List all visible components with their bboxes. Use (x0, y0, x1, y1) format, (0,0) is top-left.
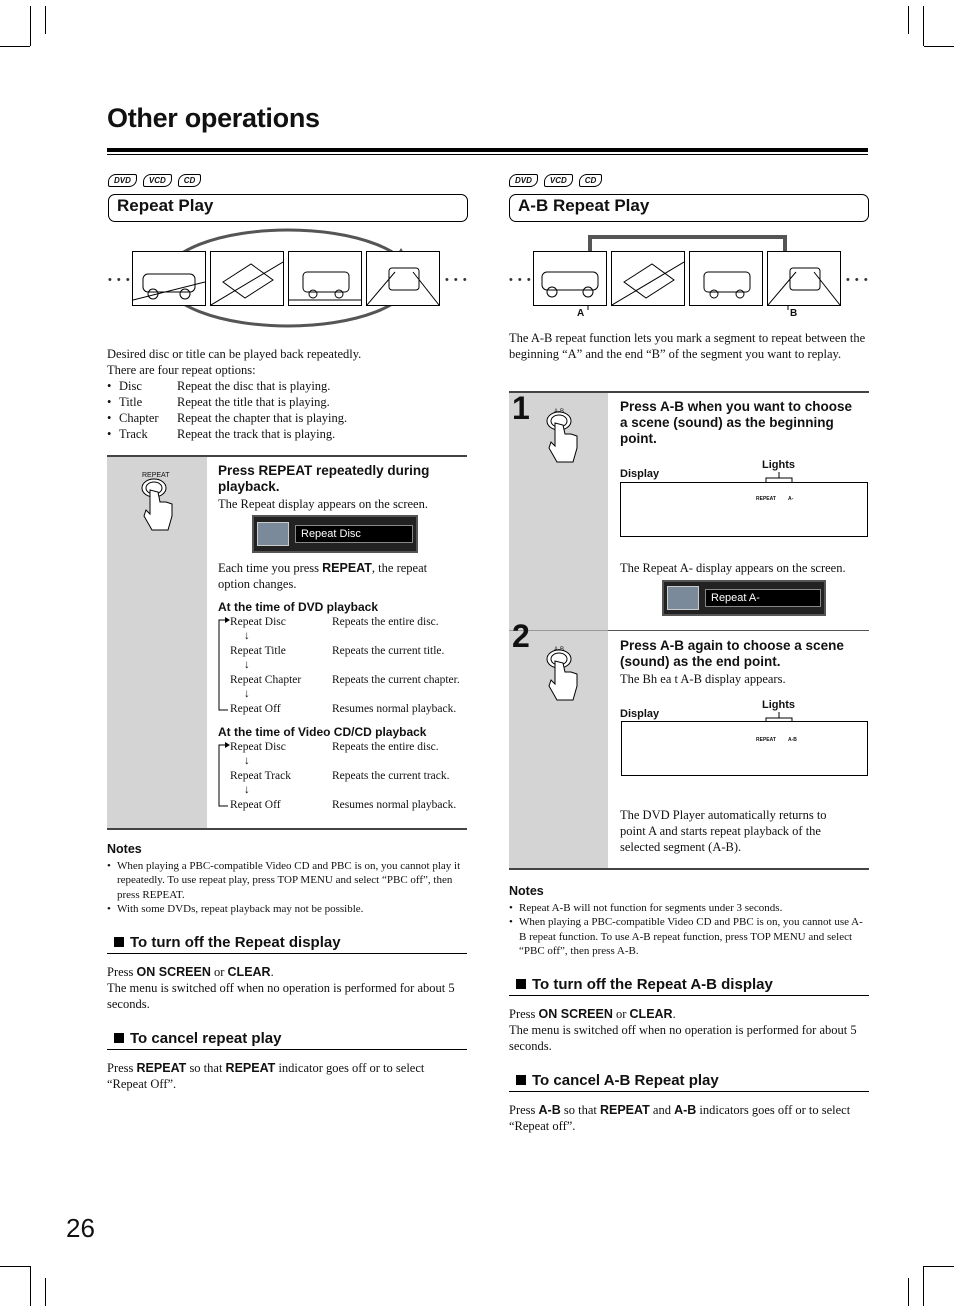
page-number: 26 (66, 1213, 95, 1243)
lights-label: Lights (762, 459, 795, 471)
cycle-key: Repeat Off (230, 703, 281, 715)
hand-press-icon (543, 648, 583, 704)
option-desc: Repeat the title that is playing. (177, 395, 330, 409)
notes-left (107, 842, 467, 917)
cycle-desc: Repeats the current track. (332, 770, 450, 782)
option-key: Disc (119, 379, 142, 393)
crop-mark (908, 6, 909, 34)
scene-frame (366, 251, 440, 306)
osd-repeat-a (662, 580, 826, 616)
step-sub: The Repeat display appears on the screen. (218, 497, 428, 511)
step2-sub: The Bh ea t A-B display appears. (620, 672, 786, 686)
badge-cd: CD (579, 174, 603, 187)
page-title: Other operations (107, 103, 320, 133)
step1-heading: Press A-B when you want to choose a scene (sound) as the beginning point. (620, 399, 853, 446)
crop-mark (0, 46, 30, 47)
option-key: Title (119, 395, 143, 409)
cycle-key: Repeat Track (230, 770, 292, 782)
option-item: • Track Repeat the track that is playing. (107, 427, 336, 441)
cycle-key: Repeat Disc (230, 616, 286, 628)
option-item: • Chapter Repeat the chapter that is playing. (107, 411, 348, 425)
step-heading: Press REPEAT repeatedly during playback. (218, 463, 430, 494)
hand-press-icon (543, 410, 583, 466)
square-bullet-icon (516, 1075, 526, 1085)
crop-mark (908, 1278, 909, 1306)
repeat-intro-2: There are four repeat options: (107, 363, 256, 377)
scene-frame (767, 251, 841, 306)
badge-vcd: VCD (143, 174, 172, 187)
badge-vcd: VCD (544, 174, 573, 187)
repeat-button-label: REPEAT (142, 472, 170, 479)
badge-cd: CD (178, 174, 202, 187)
cycle-key: Repeat Chapter (230, 674, 302, 686)
ellipsis-right: • • • (445, 274, 468, 286)
disc-badges (509, 174, 602, 187)
osd-repeat-disc (252, 515, 418, 553)
front-panel-display (621, 721, 868, 776)
title-rule (107, 148, 868, 152)
option-desc: Repeat the chapter that is playing. (177, 411, 348, 425)
arrow-down: ↓ (244, 688, 250, 700)
cancel-repeat-text: Press REPEAT so that REPEAT indicator goes off or to select “Repeat Off”. (107, 1061, 425, 1091)
scene-frame (288, 251, 362, 306)
scene-frame (533, 251, 607, 306)
subsection-cancel-ab-repeat: To cancel A-B Repeat play (509, 1073, 869, 1092)
turn-off-line1: Press ON SCREEN or CLEAR. (107, 965, 274, 979)
crop-mark (924, 46, 954, 47)
crop-mark (45, 1278, 46, 1306)
crop-mark (923, 6, 924, 46)
arrow-down: ↓ (244, 659, 250, 671)
display-label: Display (620, 708, 660, 720)
ab-intro: The A-B repeat function lets you mark a segment to repeat between the beginning “A” and the end “B” of the segment you want to replay. (509, 331, 866, 361)
indicator-ab: A-B (788, 737, 797, 743)
cycle-key: Repeat Disc (230, 741, 286, 753)
badge-dvd: DVD (108, 174, 137, 187)
note-item: • When playing a PBC-compatible Video CD and PBC is on, you cannot use A-B repeat function. To use A-B repeat function, press TOP MENU and select “PBC off”, then press A-B. (509, 915, 869, 959)
lights-label: Lights (762, 699, 795, 711)
option-desc: Repeat the disc that is playing. (177, 379, 331, 393)
disc-badges (108, 174, 201, 187)
step2-after: The DVD Player automatically returns to point A and starts repeat playback of the selected segment (A-B). (620, 808, 827, 854)
cycle-desc: Resumes normal playback. (332, 799, 457, 811)
disc-icon (667, 586, 699, 610)
crop-mark (923, 1266, 924, 1306)
cycle-desc: Resumes normal playback. (332, 703, 457, 715)
hand-press-icon (138, 476, 178, 534)
disc-icon (257, 522, 289, 546)
section-title-repeat-play: Repeat Play (108, 194, 468, 222)
square-bullet-icon (516, 979, 526, 989)
cycle-key: Repeat Title (230, 645, 286, 657)
step2-heading: Press A-B again to choose a scene (sound) as the end point. (620, 638, 844, 669)
square-bullet-icon (114, 1033, 124, 1043)
each-time-text: Each time you press REPEAT, the repeat (218, 561, 428, 575)
subsection-cancel-repeat: To cancel repeat play (107, 1031, 467, 1050)
each-time-text-2: option changes. (218, 577, 297, 591)
notes-right (509, 884, 869, 959)
option-item: • Title Repeat the title that is playing. (107, 395, 330, 409)
option-key: Track (119, 427, 148, 441)
notes-title: Notes (509, 884, 544, 898)
osd-text: Repeat Disc (295, 525, 413, 543)
crop-mark (30, 6, 31, 46)
indicator-repeat: REPEAT (756, 737, 776, 743)
title-rule-thin (107, 154, 868, 155)
cancel-ab-text: Press A-B so that REPEAT and A-B indicators goes off or to select “Repeat off”. (509, 1103, 851, 1133)
note-item: • When playing a PBC-compatible Video CD and PBC is on, you cannot play it repeatedly. To use repeat play, press TOP MENU and select “PBC off”, then press REPEAT. (107, 859, 467, 903)
option-desc: Repeat the track that is playing. (177, 427, 336, 441)
scene-frame (132, 251, 206, 306)
crop-mark (45, 6, 46, 34)
front-panel-display (620, 482, 868, 537)
step-divider (608, 630, 869, 631)
ellipsis-left: • • • (108, 274, 131, 286)
point-b-label: B (790, 308, 798, 319)
step-number: 1 (512, 390, 530, 426)
cycle-desc: Repeats the entire disc. (332, 741, 439, 753)
section-title-ab-repeat: A-B Repeat Play (509, 194, 869, 222)
crop-mark (0, 1266, 30, 1267)
turn-off-ab-line1: Press ON SCREEN or CLEAR. (509, 1007, 676, 1021)
notes-title: Notes (107, 842, 142, 856)
cycle-desc: Repeats the current title. (332, 645, 445, 657)
scene-frame (210, 251, 284, 306)
point-a-label: A (577, 308, 585, 319)
step-number: 2 (512, 618, 530, 654)
subsection-turn-off-display: To turn off the Repeat display (107, 935, 467, 954)
step1-after: The Repeat A- display appears on the screen. (620, 561, 846, 575)
option-item: • Disc Repeat the disc that is playing. (107, 379, 331, 393)
option-key: Chapter (119, 411, 159, 425)
osd-text: Repeat A- (705, 589, 821, 607)
note-item: • Repeat A-B will not function for segments under 3 seconds. (509, 901, 869, 916)
badge-dvd: DVD (509, 174, 538, 187)
ellipsis-right: • • • (846, 274, 869, 286)
cycle-desc: Repeats the current chapter. (332, 674, 460, 686)
arrow-down: ↓ (244, 755, 250, 767)
vcd-heading: At the time of Video CD/CD playback (218, 725, 427, 739)
scene-frame (689, 251, 763, 306)
repeat-intro-1: Desired disc or title can be played back repeatedly. (107, 347, 362, 361)
turn-off-line2: The menu is switched off when no operation is performed for about 5 seconds. (107, 981, 455, 1011)
note-item: • With some DVDs, repeat playback may not be possible. (107, 902, 467, 917)
dvd-heading: At the time of DVD playback (218, 600, 379, 614)
indicator-repeat: REPEAT (756, 496, 776, 502)
scene-frame (611, 251, 685, 306)
square-bullet-icon (114, 937, 124, 947)
ellipsis-left: • • • (509, 274, 532, 286)
crop-mark (30, 1266, 31, 1306)
cycle-desc: Repeats the entire disc. (332, 616, 439, 628)
turn-off-ab-line2: The menu is switched off when no operation is performed for about 5 seconds. (509, 1023, 857, 1053)
cycle-key: Repeat Off (230, 799, 281, 811)
display-label: Display (620, 468, 660, 480)
crop-mark (924, 1266, 954, 1267)
indicator-a: A- (788, 496, 794, 502)
arrow-down: ↓ (244, 630, 250, 642)
arrow-down: ↓ (244, 784, 250, 796)
subsection-turn-off-ab-display: To turn off the Repeat A-B display (509, 977, 869, 996)
